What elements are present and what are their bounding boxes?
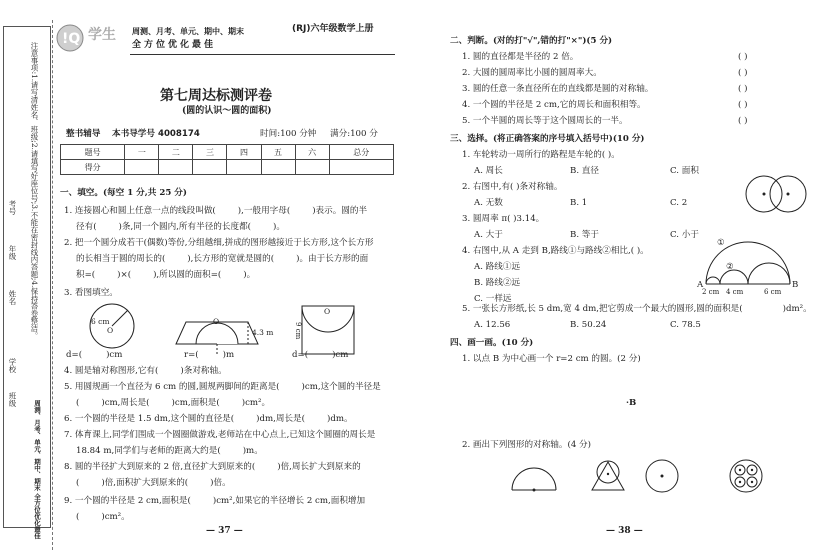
question-9: 9. 一个圆的半径是 2 cm,面积是( )cm²,如果它的半径增长 2 cm,面积增加 — [64, 496, 366, 506]
question-7: 7. 体育课上,同学们围成一个圆圈做游戏,老师站在中心点上,已知这个圆圈的周长是 — [64, 430, 376, 440]
draw-task-2: 2. 画出下列图形的对称轴。(4 分) — [462, 440, 591, 450]
dim-4cm: 4 cm — [726, 288, 744, 296]
judge-paren-4[interactable]: ( ) — [738, 100, 748, 110]
fig-label-o2: O — [213, 317, 220, 326]
choice-1: 1. 车轮转动一周所行的路程是车轮的( )。 — [462, 150, 620, 160]
choice-1-opt-c[interactable]: C. 面积 — [670, 166, 699, 176]
fig-label-6cm: 6 cm — [91, 317, 110, 326]
exam-title: 第七周达标测评卷 — [160, 88, 272, 104]
question-5: 5. 用圆规画一个直径为 6 cm 的圆,圆规两脚间的距离是( )cm,这个圆的半径是 — [64, 382, 381, 392]
choice-1-opt-a[interactable]: A. 周长 — [474, 166, 503, 176]
score-cell: 二 — [159, 145, 193, 160]
side-field-id: 考号 — [8, 200, 17, 215]
judge-item-4: 4. 一个圆的半径是 2 cm,它的周长和面积相等。 — [462, 100, 646, 110]
score-input-2[interactable] — [159, 160, 193, 175]
binding-strip — [3, 26, 51, 528]
score-input-3[interactable] — [193, 160, 227, 175]
brand-name: 学生 — [88, 27, 116, 43]
choice-2-opt-c[interactable]: C. 2 — [670, 198, 688, 208]
question-8-cont: ( )倍,面积扩大到原来的( )倍。 — [76, 478, 231, 488]
fig-label-o1: O — [107, 326, 114, 335]
judge-item-1: 1. 圆的直径都是半径的 2 倍。 — [462, 52, 579, 62]
choice-5: 5. 一张长方形纸,长 5 dm,宽 4 dm,把它剪成一个最大的圆形,圆的面积是( )dm²。 — [462, 304, 812, 314]
section-2-title: 二、判断。(对的打"√",错的打"×")(5 分) — [450, 36, 613, 46]
judge-item-2: 2. 大圆的圆周率比小圆的圆周率大。 — [462, 68, 602, 78]
side-notice: 注意事项:1.请写清姓名、班级;2.请填写好座位号;3.不能在密封线内答题;4.保持答卷整洁。 — [30, 42, 39, 340]
page-number-right: — 38 — — [606, 526, 643, 536]
point-b[interactable]: ·B — [626, 398, 637, 408]
slogan: 全方位优化最佳 — [132, 40, 217, 50]
section-4-title: 四、画一画。(10 分) — [450, 338, 534, 348]
question-8: 8. 圆的半径扩大到原来的 2 倍,直径扩大到原来的( )倍,周长扩大到原来的 — [64, 462, 361, 472]
choice-4: 4. 右图中,从 A 走到 B,路线①与路线②相比,( )。 — [462, 246, 649, 256]
side-bottom-brand: 周测、月考、单元、期中、期末 全方位优化最佳 — [33, 400, 41, 539]
figure-four-circles — [728, 458, 768, 498]
right-page — [400, 0, 812, 554]
fig-label-4-3m: 4.3 m — [252, 328, 274, 337]
choice-3: 3. 圆周率 π( )3.14。 — [462, 214, 545, 224]
choice-1-opt-b[interactable]: B. 直径 — [570, 166, 599, 176]
dim-2cm: 2 cm — [702, 288, 720, 296]
score-cell: 三 — [193, 145, 227, 160]
fig-label-o3: O — [324, 307, 331, 316]
route-label-1: ① — [717, 238, 725, 248]
choice-4-opt-b[interactable]: B. 路线②远 — [474, 278, 521, 288]
fig-answer-2: r=( )m — [184, 350, 235, 360]
tutor-label: 整书辅导 — [66, 129, 101, 139]
question-7-cont: 18.84 m,同学们与老师的距离大约是( )m。 — [76, 446, 263, 456]
judge-paren-1[interactable]: ( ) — [738, 52, 748, 62]
judge-paren-5[interactable]: ( ) — [738, 116, 748, 126]
side-field-class: 班级 — [8, 392, 17, 407]
judge-item-3: 3. 圆的任意一条直径所在的直线都是圆的对称轴。 — [462, 84, 654, 94]
point-b-label: B — [792, 280, 799, 290]
choice-5-opt-a[interactable]: A. 12.56 — [474, 320, 511, 330]
fig-answer-3: d=( )cm — [292, 350, 349, 360]
choice-2-opt-a[interactable]: A. 无数 — [474, 198, 503, 208]
score-table — [60, 144, 394, 175]
score-input-4[interactable] — [227, 160, 261, 175]
section-3-title: 三、选择。(将正确答案的序号填入括号中)(10 分) — [450, 134, 645, 144]
fig-answer-1: d=( )cm — [66, 350, 123, 360]
choice-4-opt-c[interactable]: C. 一样远 — [474, 294, 512, 304]
figure-semicircle — [508, 464, 568, 494]
figure-circle-triangle — [590, 458, 630, 498]
section-1-title: 一、填空。(每空 1 分,共 25 分) — [60, 188, 187, 198]
question-1-cont: 径有( )条,同一个圆内,所有半径的长度都( )。 — [76, 222, 285, 232]
header-rule — [130, 54, 395, 55]
figure-circle-center — [644, 458, 684, 498]
exam-subtitle: (圆的认识～圆的面积) — [182, 106, 272, 116]
question-6: 6. 一个圆的半径是 1.5 dm,这个圆的直径是( )dm,周长是( )dm。 — [64, 414, 353, 424]
choice-2-opt-b[interactable]: B. 1 — [570, 198, 588, 208]
score-cell: 六 — [295, 145, 329, 160]
score-cell: 四 — [227, 145, 261, 160]
side-field-grade: 年级 — [8, 245, 17, 260]
page-number-left: — 37 — — [206, 526, 243, 536]
choice-4-opt-a[interactable]: A. 路线①远 — [474, 262, 521, 272]
seal-line — [52, 20, 53, 550]
choice-5-opt-c[interactable]: C. 78.5 — [670, 320, 701, 330]
score-input-6[interactable] — [295, 160, 329, 175]
question-2-cont2: 积=( )×( ),所以圆的面积=( )。 — [76, 270, 256, 280]
score-cell: 一 — [125, 145, 159, 160]
draw-task-1: 1. 以点 B 为中心画一个 r=2 cm 的圆。(2 分) — [462, 354, 641, 364]
dim-6cm: 6 cm — [764, 288, 782, 296]
left-page — [0, 0, 400, 554]
side-field-school: 学校 — [8, 358, 17, 373]
question-2: 2. 把一个圆分成若干(偶数)等份,分组越细,拼成的图形越接近于长方形,这个长方形 — [64, 238, 374, 248]
score-cell: 题号 — [61, 145, 125, 160]
score-input-5[interactable] — [261, 160, 295, 175]
side-field-name: 姓名 — [8, 290, 17, 305]
route-label-2: ② — [726, 262, 734, 272]
judge-item-5: 5. 一个半圆的周长等于这个圆周长的一半。 — [462, 116, 628, 126]
question-9-cont: ( )cm²。 — [76, 512, 130, 522]
question-4: 4. 圆是轴对称图形,它有( )条对称轴。 — [64, 366, 227, 376]
grade-title: (RJ)六年级数学上册 — [292, 24, 374, 34]
score-cell: 得分 — [61, 160, 125, 175]
question-3: 3. 看图填空。 — [64, 288, 118, 298]
score-input-total[interactable] — [329, 160, 393, 175]
question-1: 1. 连接圆心和圆上任意一点的线段叫做( ),一般用字母( )表示。圆的半 — [64, 206, 368, 216]
score-cell: 五 — [261, 145, 295, 160]
choice-5-opt-b[interactable]: B. 50.24 — [570, 320, 607, 330]
fig-label-9cm: 9 cm — [294, 322, 302, 340]
svg-text:!Q: !Q — [62, 31, 81, 47]
code-label: 本书导学号 4008174 — [112, 129, 200, 139]
time-label: 时间:100 分钟 — [260, 129, 317, 139]
question-2-cont: 的长相当于圆的周长的( ),长方形的宽就是圆的( )。由于长方形的面 — [76, 254, 369, 264]
series-text: 周测、月考、单元、期中、期末 — [132, 27, 244, 36]
figure-semicircle-routes — [702, 238, 794, 288]
score-label: 满分:100 分 — [330, 129, 378, 139]
choice-3-opt-a[interactable]: A. 大于 — [474, 230, 503, 240]
score-input-1[interactable] — [125, 160, 159, 175]
question-5-cont: ( )cm,周长是( )cm,面积是( )cm²。 — [76, 398, 271, 408]
figure-two-circles — [744, 174, 814, 216]
choice-3-opt-c[interactable]: C. 小于 — [670, 230, 699, 240]
judge-paren-3[interactable]: ( ) — [738, 84, 748, 94]
judge-paren-2[interactable]: ( ) — [738, 68, 748, 78]
point-a-label: A — [697, 280, 704, 290]
score-cell: 总分 — [329, 145, 393, 160]
choice-2: 2. 右图中,有( )条对称轴。 — [462, 182, 563, 192]
choice-3-opt-b[interactable]: B. 等于 — [570, 230, 599, 240]
